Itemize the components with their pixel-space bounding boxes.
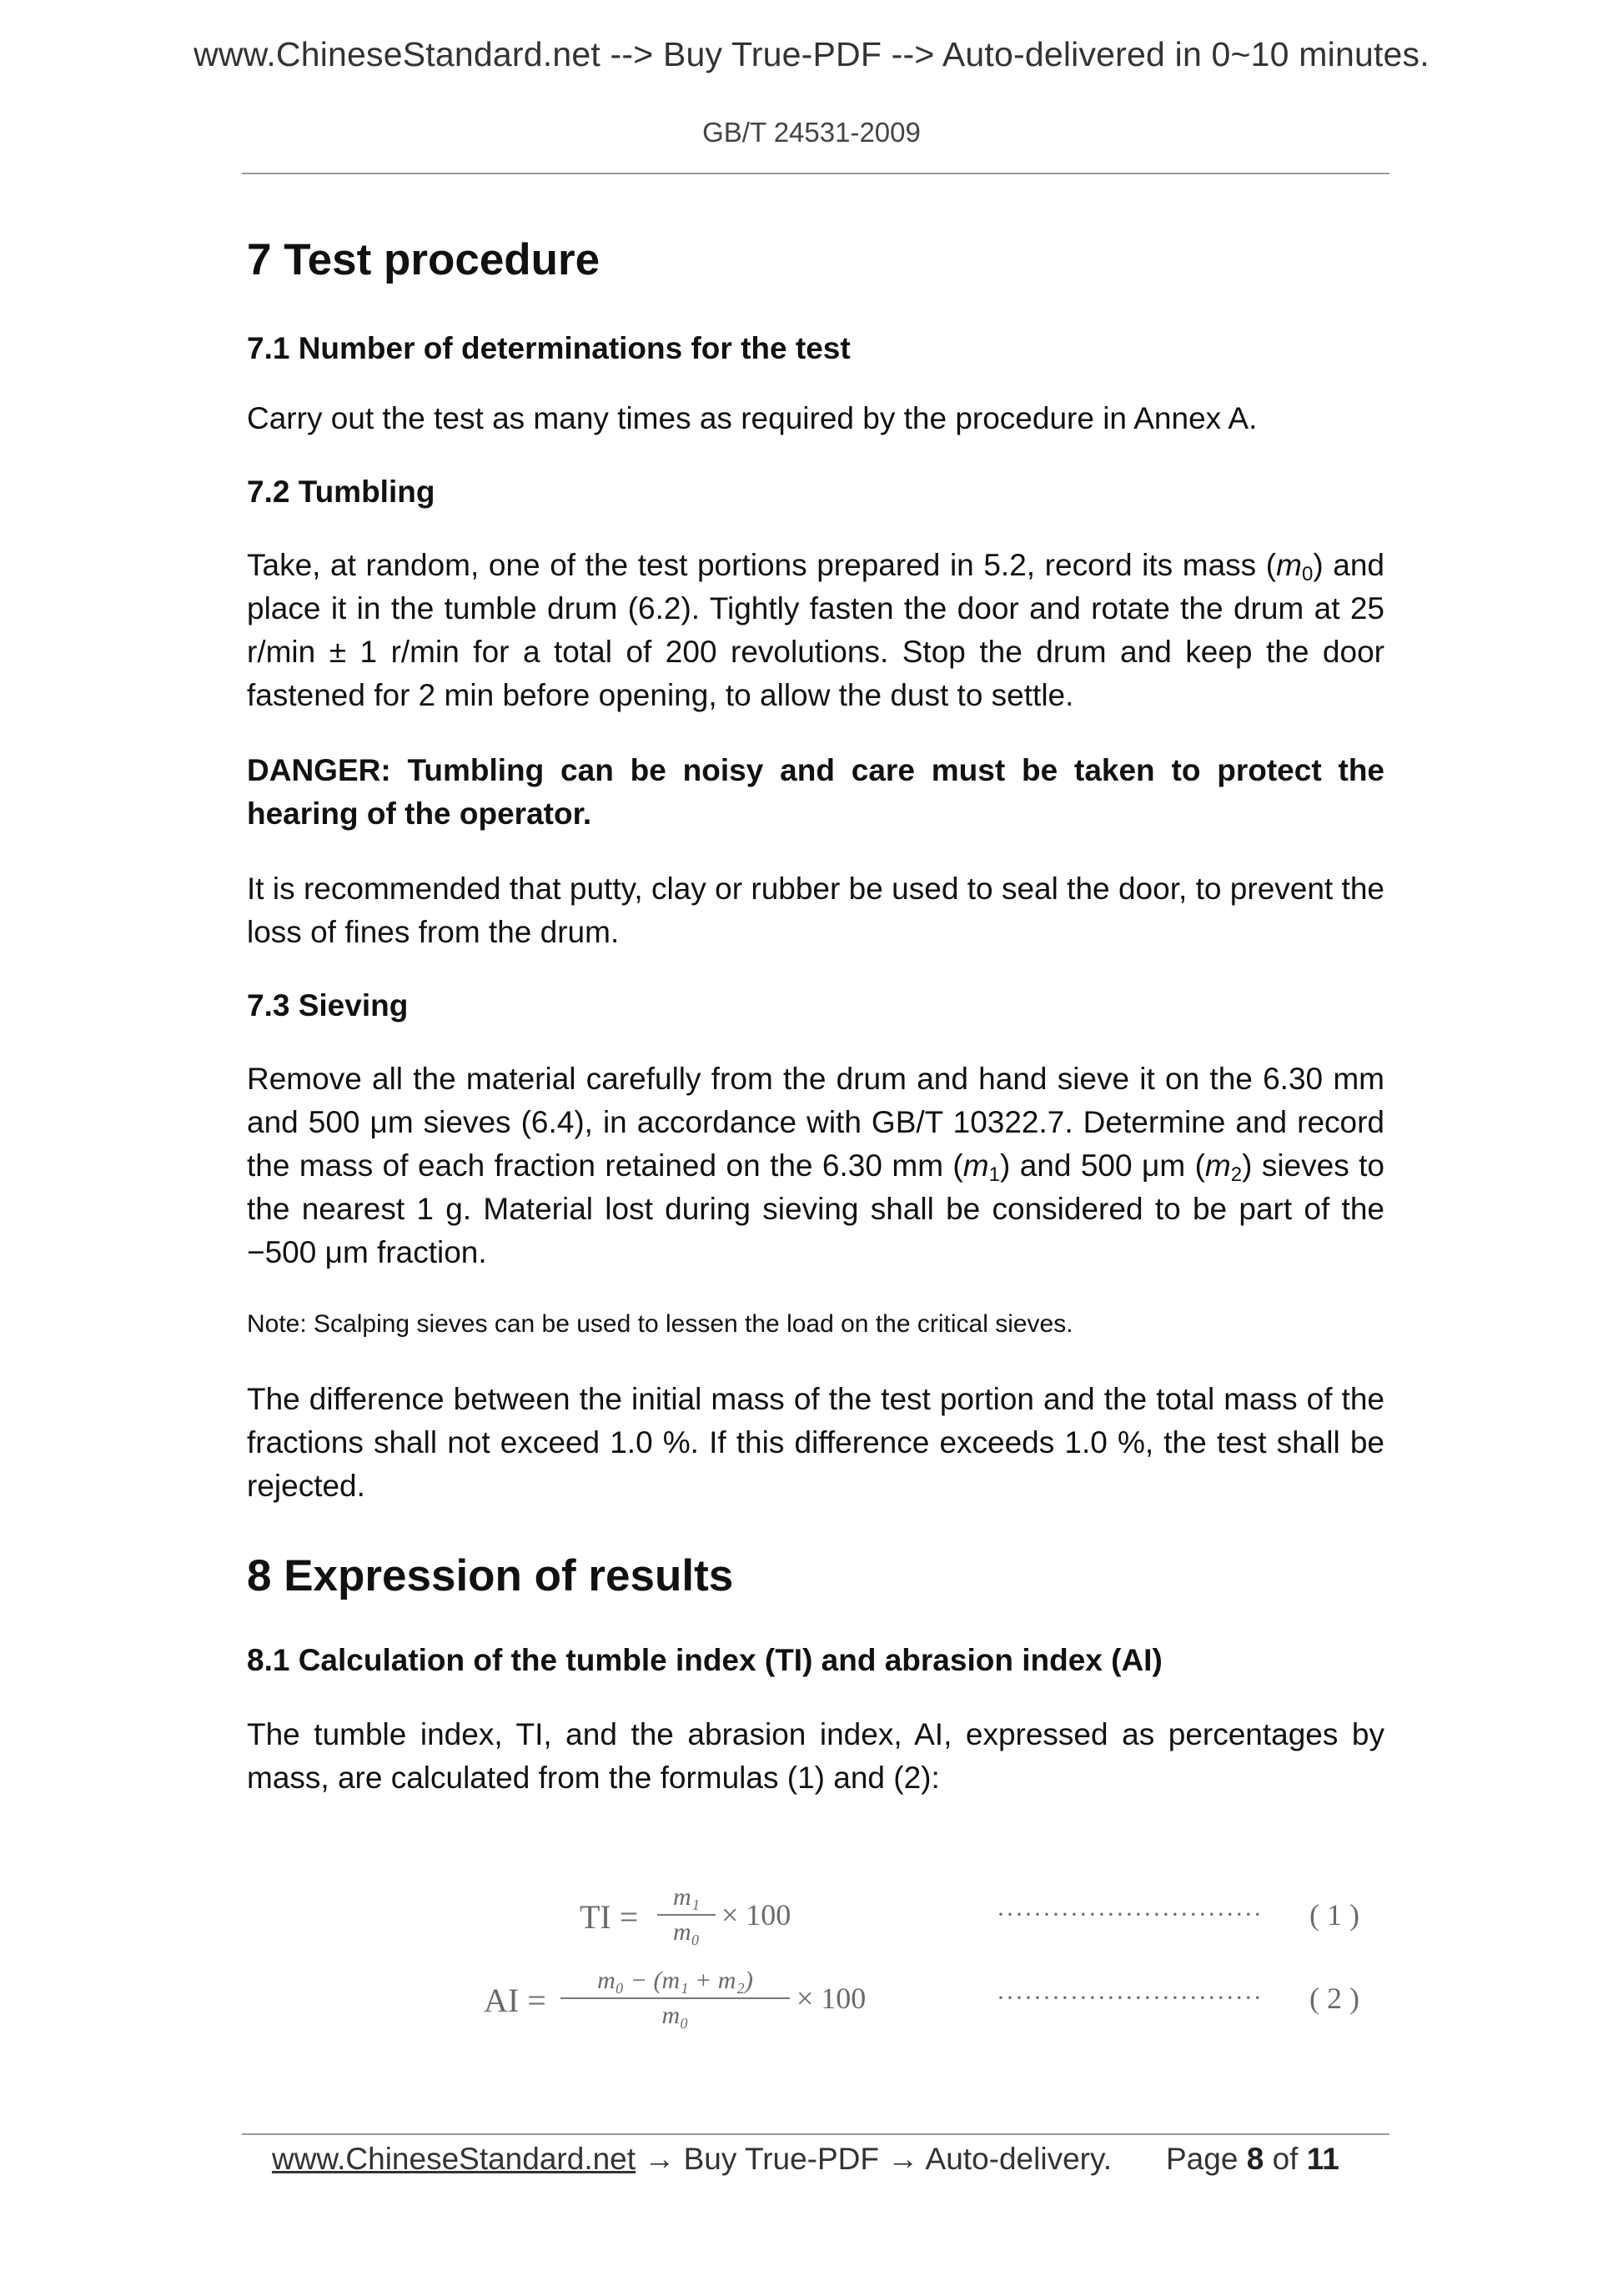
section-8-1-text: The tumble index, TI, and the abrasion index, AI, expressed as percentages by mass, are calculated from the formulas (1) and (2): <box>247 1716 1384 1795</box>
section-7-3-paragraph: Remove all the material carefully from the drum and hand sieve it on the 6.30 mm and 500 μm sieves (6.4), in accordance with GB/T 10322.7. Determine and record the mass of each fraction retained on the 6.30 mm $(m_1)$ and 500 μm $(m_2)$ sieves to the nearest 1 g. Material lost during sieving shall be considered to be part of the −500 μm fraction. <box>247 1061 1384 1269</box>
section-7-2-paragraph: Take, at random, one of the test portions prepared in 5.2, record its mass $(m_0)$ and place it in the tumble drum (6.2). Tightly fasten the door and rotate the drum at 25 r/min ± 1 r/min for a total of 200 revolutions. Stop the drum and keep the door fastened for 2 min before opening, to allow the dust to settle. <box>247 547 1384 712</box>
formulas <box>467 1881 1401 2056</box>
section-7-3-heading: 7.3 Sieving <box>247 987 409 1022</box>
formula-ai-number: ( 2 ) <box>1309 1982 1359 2015</box>
total-pages: 11 <box>1306 2142 1339 2176</box>
section-7-3-difference: The difference between the initial mass of the test portion and the total mass of the fractions shall not exceed 1.0 %. If this difference exceeds 1.0 %, the test shall be rejected. <box>247 1381 1384 1503</box>
formula-ti-fraction <box>657 1881 716 1949</box>
section-7-2-heading: 7.2 Tumbling <box>247 474 435 509</box>
formula-ai-leader: ····························· <box>997 1984 1263 2012</box>
arrow-right-icon: → <box>644 2142 676 2176</box>
standard-code: GB/T 24531-2009 <box>702 117 921 148</box>
section-7-1-heading: 7.1 Number of determinations for the test <box>247 330 851 365</box>
note: Note: Scalping sieves can be used to lessen the load on the critical sieves. <box>247 1309 1073 1338</box>
formula-ti-lhs: TI = <box>580 1898 639 1936</box>
header-divider <box>242 173 1389 174</box>
formula-ai-lhs: AI = <box>484 1982 546 2019</box>
formula-ai-fraction <box>560 1964 790 2032</box>
formula-ai-denominator: m₀ <box>661 2002 689 2029</box>
formula-ti-leader: ····························· <box>997 1901 1263 1928</box>
section-7-1-text: Carry out the test as many times as required by the procedure in Annex A. <box>247 400 1258 435</box>
formula-ai-multiplier: × 100 <box>796 1982 867 2015</box>
section-8-heading: 8 Expression of results <box>247 1550 734 1600</box>
section-7-2-recommendation: It is recommended that putty, clay or rubber be used to seal the door, to prevent the loss of fines from the drum. <box>247 871 1384 949</box>
page-content <box>247 234 1384 1800</box>
formula-ti-numerator: m₁ <box>672 1883 701 1911</box>
arrow-right-icon: → <box>887 2142 919 2176</box>
current-page: 8 <box>1246 2142 1264 2176</box>
page-indicator: Page 8 of 11 <box>1166 2142 1339 2176</box>
section-8-1-heading: 8.1 Calculation of the tumble index (TI) and abrasion index (AI) <box>247 1643 1163 1678</box>
footer <box>272 2138 1373 2181</box>
formula-ti-multiplier: × 100 <box>721 1898 791 1932</box>
formula-ti-number: ( 1 ) <box>1309 1898 1359 1932</box>
top-banner: www.ChineseStandard.net --> Buy True-PDF --> Auto-delivered in 0~10 minutes. <box>193 35 1430 73</box>
footer-site-link[interactable]: www.ChineseStandard.net <box>272 2142 636 2176</box>
footer-divider <box>242 2133 1389 2135</box>
footer-buy-text: Buy True-PDF <box>683 2142 880 2176</box>
section-7-heading: 7 Test procedure <box>247 235 600 284</box>
danger-warning: DANGER: Tumbling can be noisy and care must be taken to protect the hearing of the operator. <box>247 752 1384 831</box>
formula-ti-denominator: m₀ <box>672 1918 701 1946</box>
formula-ai-numerator: m₀ − (m₁ + m₂) <box>597 1967 753 1994</box>
footer-auto-text: Auto-delivery. <box>925 2142 1113 2176</box>
